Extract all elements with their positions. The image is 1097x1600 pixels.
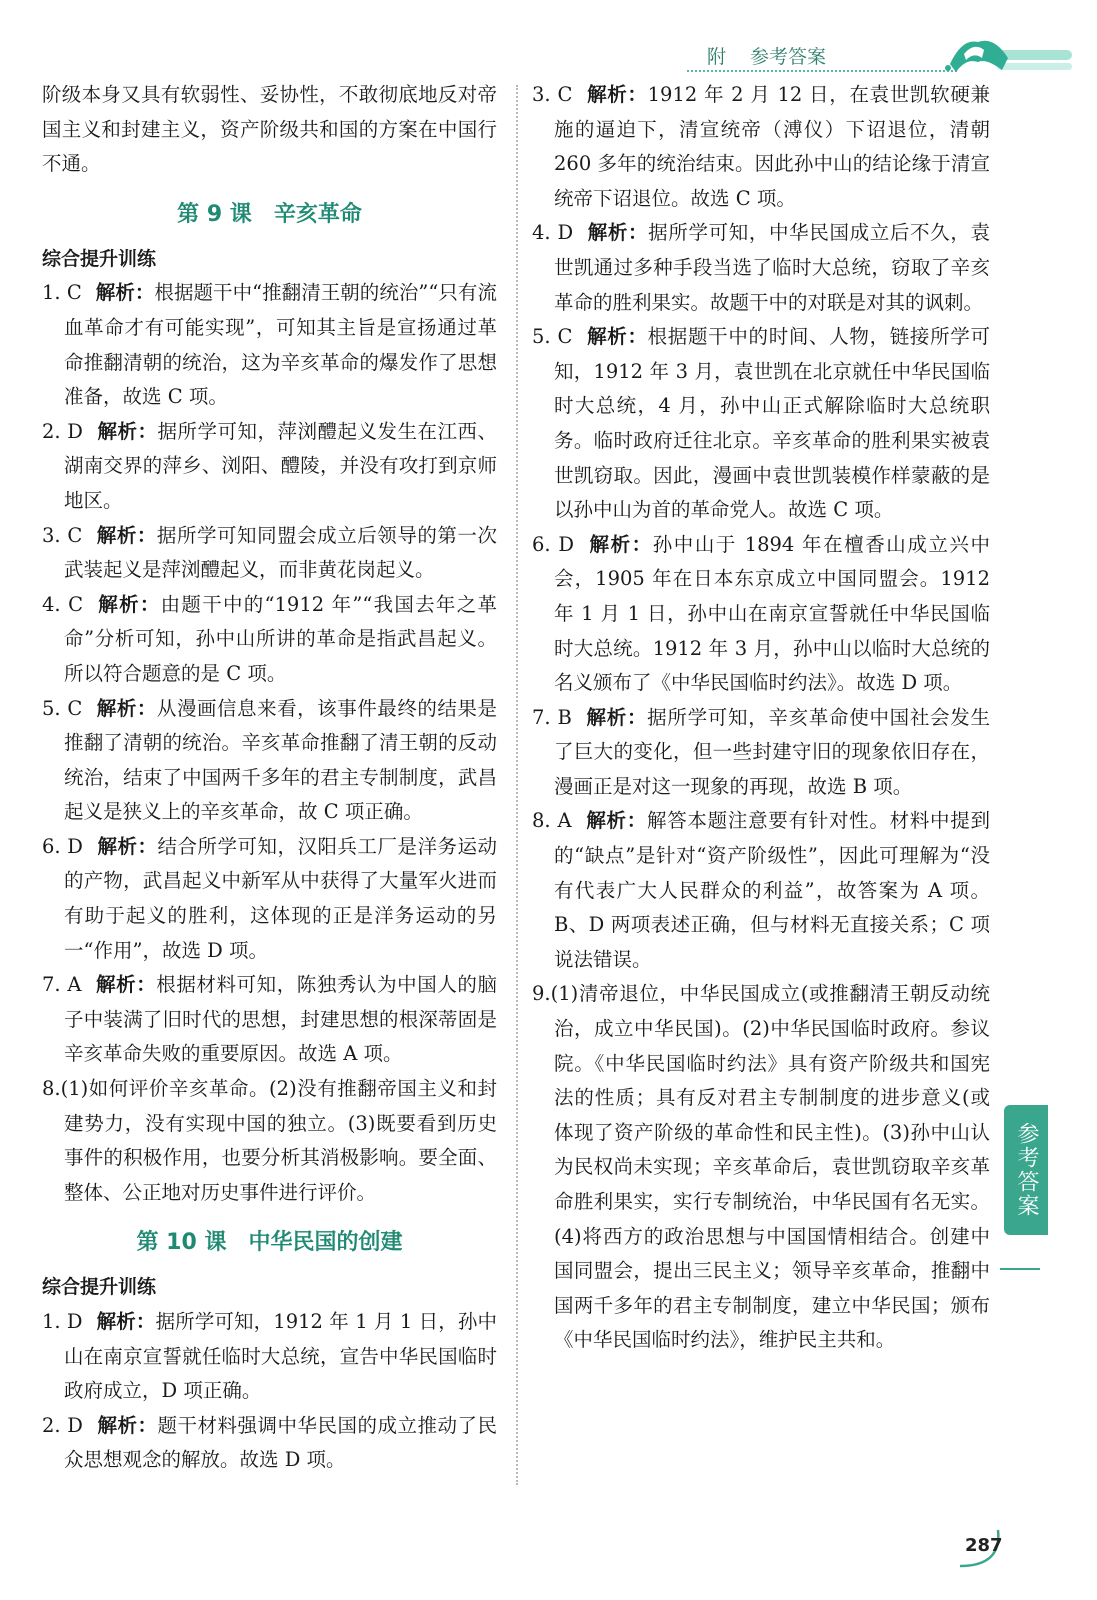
answer-item <box>532 528 990 701</box>
answer-text: 结合所学可知，汉阳兵工厂是洋务运动的产物，武昌起义中新军从中获得了大量军火进而有助于起义的胜利，这体现的正是洋务运动的另一“作用”，故选 D 项。 <box>64 834 497 962</box>
answer-number: 9. <box>532 982 551 1006</box>
answer-label: 解析： <box>588 532 653 556</box>
answer-label: 解析： <box>96 1310 156 1333</box>
answer-text: 根据题干中“推翻清王朝的统治”“只有流血革命才有可能实现”，可知其主旨是宣扬通过革命推翻清朝的统治，这为辛亥革命的爆发作了思想准备，故选 C 项。 <box>64 281 497 409</box>
answer-number: 2. D <box>42 419 83 443</box>
answer-number: 6. D <box>532 532 574 556</box>
answer-text: 据所学可知，中华民国成立后不久，袁世凯通过多种手段当选了临时大总统，窃取了辛亥革命的胜利果实。故题干中的对联是对其的讽刺。 <box>554 221 990 314</box>
lesson-9-section-title: 综合提升训练 <box>42 247 157 270</box>
lesson-9-number: 第 9 课 <box>177 201 252 227</box>
answer-number: 3. C <box>42 523 83 547</box>
side-tab-underline <box>1000 1268 1040 1270</box>
answer-number: 4. D <box>532 221 574 245</box>
right-column <box>532 78 990 1358</box>
answer-number: 7. A <box>42 973 82 997</box>
answer-text: (1)清帝退位，中华民国成立(或推翻清王朝反动统治，成立中华民国)。(2)中华民国临时政府。参议院。《中华民国临时约法》具有资产阶级共和国宪法的性质；具有反对君主专制制度的进步意义(或体现了资产阶级的革命性和民主性)。(3)孙中山认为民权尚未实现；辛亥革命后，袁世凯窃取辛亥革命胜利果实，实行专制统治，中华民国有名无实。(4)将西方的政治思想与中国国情相结合。创建中国同盟会，提出三民主义；领导辛亥革命，推翻中国两千多年的君主专制制度，建立中华民国；颁布《中华民国临时约法》，维护民主共和。 <box>550 982 990 1352</box>
answer-label: 解析： <box>586 325 648 349</box>
answer-item <box>42 968 497 1072</box>
header-title <box>707 42 826 69</box>
answer-text: 从漫画信息来看，该事件最终的结果是推翻了清朝的统治。辛亥革命推翻了清王朝的反动统治，结束了中国两千多年的君主专制制度，武昌起义是狭义上的辛亥革命，故 C 项正确。 <box>64 696 497 824</box>
header-book-logo-icon <box>942 28 1072 80</box>
answer-number: 4. C <box>42 592 84 616</box>
answer-item <box>42 1305 497 1409</box>
lesson-10-section-title: 综合提升训练 <box>42 1276 157 1299</box>
answer-item <box>532 216 990 320</box>
answer-label: 解析： <box>96 696 157 720</box>
answer-text: 题干材料强调中华民国的成立推动了民众思想观念的解放。故选 D 项。 <box>64 1413 497 1472</box>
answer-label: 解析： <box>95 281 155 305</box>
answer-item <box>42 415 497 519</box>
answer-number: 8. <box>42 1077 61 1101</box>
answer-text: 由题干中的“1912 年”“我国去年之革命”分析可知，孙中山所讲的革命是指武昌起义。所以符合题意的是 C 项。 <box>64 592 497 685</box>
answer-text: 孙中山于 1894 年在檀香山成立兴中会，1905 年在日本东京成立中国同盟会。1912 年 1 月 1 日，孙中山在南京宣誓就任中华民国临时大总统。1912 年 3 月，孙中山以临时大总统的名义颁布了《中华民国临时约法》。故选 D 项。 <box>554 532 990 695</box>
answer-label: 解析： <box>96 1413 158 1437</box>
answer-text: 解答本题注意要有针对性。材料中提到的“缺点”是针对“资产阶级性”，因此可理解为“没有代表广大人民群众的利益”，故答案为 A 项。B、D 两项表述正确，但与材料无直接关系；C 项说法错误。 <box>554 809 990 971</box>
answer-item <box>42 830 497 968</box>
answer-number: 5. C <box>532 325 573 349</box>
left-column <box>42 78 497 1478</box>
answer-label: 解析： <box>96 523 157 547</box>
column-divider <box>516 85 518 1485</box>
intro-paragraph: 阶级本身又具有软弱性、妥协性，不敢彻底地反对帝国主义和封建主义，资产阶级共和国的方案在中国行不通。 <box>42 83 497 176</box>
side-tab-answers: 参考答案 <box>1004 1105 1048 1235</box>
answer-text: 据所学可知，1912 年 1 月 1 日，孙中山在南京宣誓就任临时大总统，宣告中华民国临时政府成立，D 项正确。 <box>64 1310 497 1403</box>
answer-number: 3. C <box>532 83 573 106</box>
answer-number: 1. C <box>42 281 82 305</box>
answer-item <box>532 977 990 1358</box>
header-dotted-line <box>687 70 957 72</box>
answer-item <box>532 701 990 805</box>
lesson-9-heading <box>42 198 497 232</box>
lesson-10-heading <box>42 1226 497 1260</box>
answer-text: 据所学可知同盟会成立后领导的第一次武装起义是萍浏醴起义，而非黄花岗起义。 <box>64 523 497 582</box>
lesson-10-number: 第 10 课 <box>136 1230 227 1256</box>
answer-item <box>42 519 497 588</box>
answer-text: 1912 年 2 月 12 日，在袁世凯软硬兼施的逼迫下，清宣统帝（溥仪）下诏退位，清朝 260 多年的统治结束。因此孙中山的结论缘于清宣统帝下诏退位。故选 C 项。 <box>554 83 990 210</box>
answer-number: 5. C <box>42 696 83 720</box>
answer-label: 解析： <box>96 834 158 858</box>
answer-number: 7. B <box>532 705 572 729</box>
answer-text: 根据材料可知，陈独秀认为中国人的脑子中装满了旧时代的思想，封建思想的根深蒂固是辛亥革命失败的重要原因。故选 A 项。 <box>64 973 497 1066</box>
answer-label: 解析： <box>585 809 647 833</box>
answer-number: 8. A <box>532 809 572 833</box>
answer-number: 2. D <box>42 1413 83 1437</box>
answer-label: 解析： <box>96 419 158 443</box>
answer-text: 根据题干中的时间、人物，链接所学可知，1912 年 3 月，袁世凯在北京就任中华民国临时大总统，4 月，孙中山正式解除临时大总统职务。临时政府迁往北京。辛亥革命的胜利果实被袁世凯窃取。因此，漫画中袁世凯装模作样蒙蔽的是以孙中山为首的革命党人。故选 C 项。 <box>554 325 990 522</box>
lesson-9-title: 辛亥革命 <box>273 201 362 227</box>
answer-text: (1)如何评价辛亥革命。(2)没有推翻帝国主义和封建势力，没有实现中国的独立。(3)既要看到历史事件的积极作用，也要分析其消极影响。要全面、整体、公正地对历史事件进行评价。 <box>60 1077 497 1204</box>
answer-item <box>532 804 990 977</box>
answer-item <box>532 78 990 216</box>
answer-item <box>42 692 497 830</box>
page-number: 287 <box>965 1535 1003 1556</box>
answer-text: 据所学可知，萍浏醴起义发生在江西、湖南交界的萍乡、浏阳、醴陵，并没有攻打到京师地区。 <box>64 419 497 512</box>
answer-item <box>42 588 497 692</box>
answer-item <box>532 320 990 528</box>
answer-label: 解析： <box>586 83 648 106</box>
answer-label: 解析： <box>587 221 649 245</box>
answer-label: 解析： <box>95 973 157 997</box>
answer-label: 解析： <box>97 592 161 616</box>
page-header <box>687 40 1067 80</box>
answer-number: 6. D <box>42 834 83 858</box>
header-appendix: 附 <box>707 46 727 68</box>
answer-label: 解析： <box>585 705 648 729</box>
answer-item <box>42 1072 497 1210</box>
answer-number: 1. D <box>42 1310 83 1333</box>
answer-item <box>42 276 497 414</box>
lesson-10-title: 中华民国的创建 <box>248 1230 403 1256</box>
answer-text: 据所学可知，辛亥革命使中国社会发生了巨大的变化，但一些封建守旧的现象依旧存在，漫画正是对这一现象的再现，故选 B 项。 <box>554 705 990 798</box>
answer-item <box>42 1409 497 1478</box>
header-answer-title: 参考答案 <box>750 46 827 68</box>
